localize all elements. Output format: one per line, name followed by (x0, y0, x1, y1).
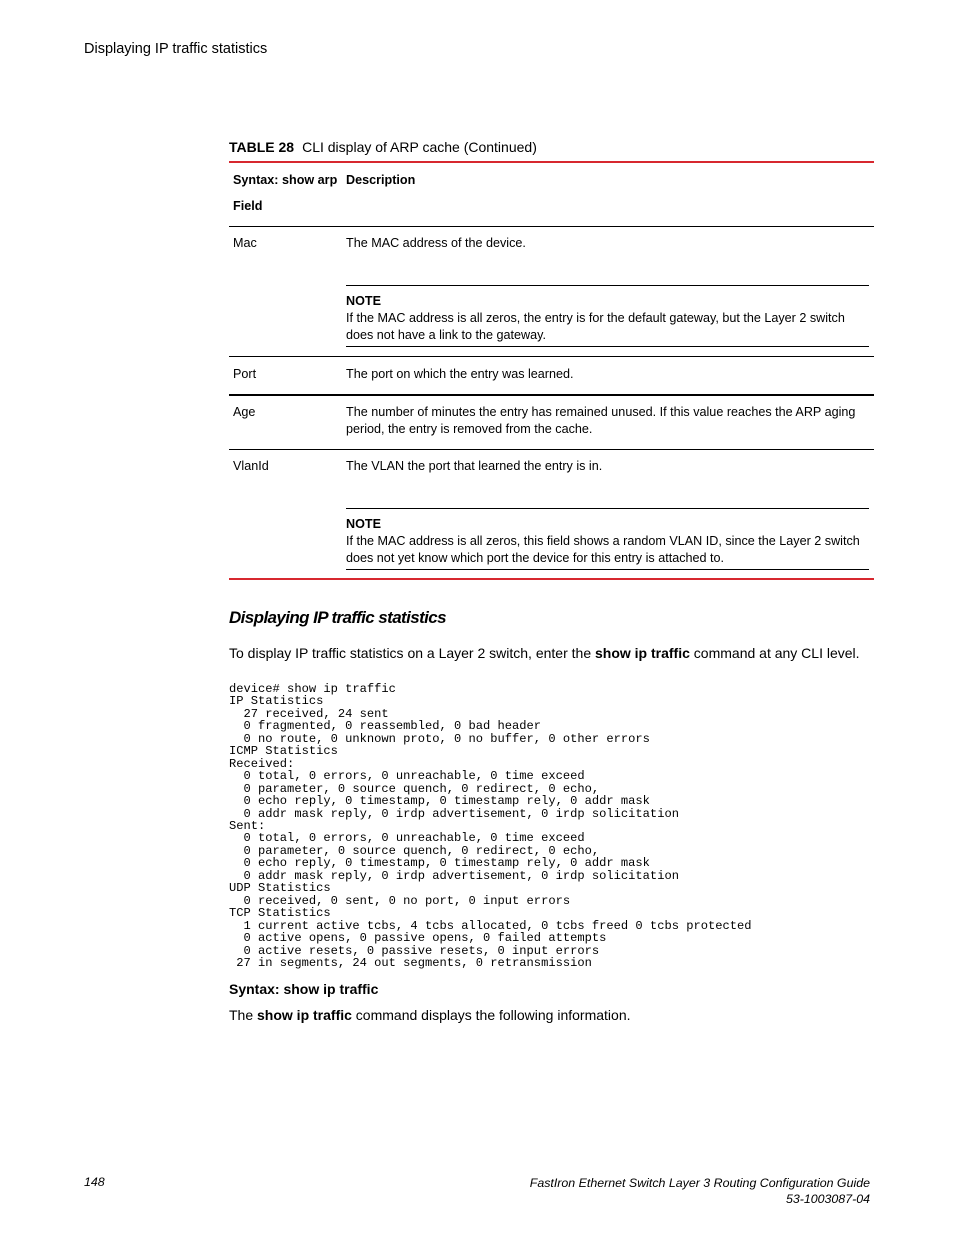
syntax-line: Syntax: show ip traffic (229, 981, 379, 997)
row-age-description-line1: The number of minutes the entry has remained unused. If this value reaches the ARP aging (346, 405, 856, 419)
footer-book-info (530, 1175, 870, 1207)
row-mac-description: The MAC address of the device. (346, 236, 526, 250)
note-text-line2: does not yet know which port the device for this entry is attached to. (346, 551, 725, 565)
outro-text-end: command displays the following information. (351, 1007, 631, 1023)
row-port-field: Port (233, 367, 257, 381)
intro-text-end: command at any CLI level. (689, 645, 860, 661)
intro-text: To display IP traffic statistics on a Layer 2 switch, enter the (229, 645, 595, 661)
note-title: NOTE (346, 294, 381, 308)
outro-paragraph (229, 1007, 631, 1023)
row-vlanid-description: The VLAN the port that learned the entry is in. (346, 459, 603, 473)
outro-command: show ip traffic (257, 1007, 352, 1023)
row-age-description-line2: period, the entry is removed from the cache. (346, 422, 593, 436)
row-mac-field: Mac (233, 236, 257, 250)
note-title: NOTE (346, 517, 381, 531)
cli-output-block: device# show ip traffic IP Statistics 27 received, 24 sent 0 fragmented, 0 reassembled, 0 bad header 0 no route, 0 unknown proto, 0 no buffer, 0 other errors ICMP Statistics Received: 0 total, 0 errors, 0 unreachable, 0 time exceed 0 parameter, 0 source quench, 0 redirect, 0 echo, 0 echo reply, 0 timestamp, 0 timestamp rely, 0 addr mask 0 addr mask reply, 0 irdp advertisement, 0 irdp solicitation Sent: 0 total, 0 errors, 0 unreachable, 0 time exceed 0 parameter, 0 source quench, 0 redirect, 0 echo, 0 echo reply, 0 timestamp, 0 timestamp rely, 0 addr mask 0 addr mask reply, 0 irdp advertisement, 0 irdp solicitation UDP Statistics 0 received, 0 sent, 0 no port, 0 input errors TCP Statistics 1 current active tcbs, 4 tcbs allocated, 0 tcbs freed 0 tcbs protected 0 active opens, 0 passive opens, 0 failed attempts 0 active resets, 0 passive resets, 0 input errors 27 in segments, 24 out segments, 0 retransmission (229, 682, 752, 970)
page-number: 148 (84, 1175, 105, 1189)
row-divider (229, 394, 874, 396)
running-header: Displaying IP traffic statistics (84, 41, 268, 57)
table-caption-text: CLI display of ARP cache (Continued) (302, 139, 537, 155)
intro-command: show ip traffic (595, 645, 690, 661)
row-port-description: The port on which the entry was learned. (346, 367, 574, 381)
note-text-line2: does not have a link to the gateway. (346, 328, 546, 342)
section-title: Displaying IP traffic statistics (229, 608, 446, 627)
doc-number: 53-1003087-04 (785, 1192, 870, 1206)
row-vlanid-field: VlanId (233, 459, 269, 473)
note-top-rule (346, 508, 869, 509)
table-label: TABLE 28 (229, 139, 295, 155)
note-text-line1: If the MAC address is all zeros, this field shows a random VLAN ID, since the Layer 2 switch (346, 534, 860, 548)
note-bottom-rule (346, 569, 869, 570)
table-caption (229, 139, 537, 155)
column-header-field-line2: Field (233, 199, 263, 213)
note-top-rule (346, 285, 869, 286)
book-title: FastIron Ethernet Switch Layer 3 Routing Configuration Guide (529, 1176, 870, 1190)
note-text-line1: If the MAC address is all zeros, the entry is for the default gateway, but the Layer 2 switch (346, 311, 845, 325)
header-divider (229, 226, 874, 227)
row-age-field: Age (233, 405, 256, 419)
table-top-rule (229, 161, 874, 163)
column-header-description: Description (346, 173, 416, 187)
column-header-field-line1: Syntax: show arp (233, 173, 338, 187)
row-divider (229, 356, 874, 357)
outro-text: The (229, 1007, 258, 1023)
table-bottom-rule (229, 578, 874, 580)
note-bottom-rule (346, 346, 869, 347)
row-divider (229, 449, 874, 450)
intro-paragraph (229, 645, 860, 661)
